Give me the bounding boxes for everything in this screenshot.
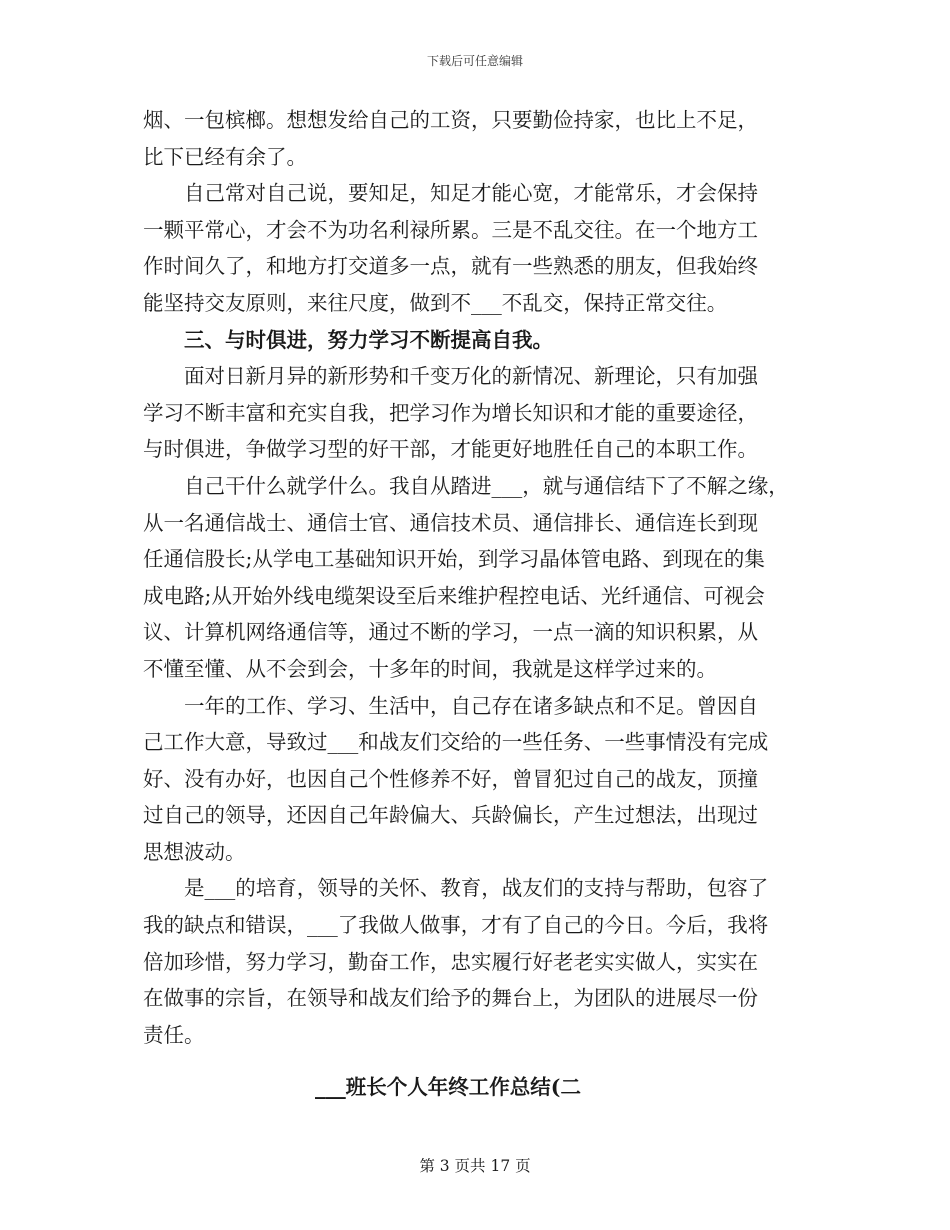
text-line: 能坚持交友原则，来往尺度，做到不___不乱交，保持正常交往。 bbox=[143, 290, 728, 315]
text-line: 责任。 bbox=[143, 1022, 205, 1047]
paragraph bbox=[143, 870, 843, 1053]
text-line: 倍加珍惜，努力学习，勤奋工作，忠实履行好老老实实做人，实实在 bbox=[143, 949, 758, 974]
text-line: 不懂至懂、从不会到会，十多年的时间，我就是这样学过来的。 bbox=[143, 656, 717, 681]
section-heading bbox=[143, 322, 843, 359]
document-body bbox=[143, 102, 843, 1106]
paragraph bbox=[143, 358, 843, 468]
heading-line: 三、与时俱进，努力学习不断提高自我。 bbox=[184, 327, 553, 352]
page-header: 下载后可任意编辑 bbox=[426, 54, 523, 68]
text-line: 与时俱进，争做学习型的好干部，才能更好地胜任自己的本职工作。 bbox=[143, 437, 758, 462]
paragraph bbox=[143, 688, 843, 871]
paragraph bbox=[143, 175, 843, 321]
text-line: 己工作大意，导致过___和战友们交给的一些任务、一些事情没有完成 bbox=[143, 730, 769, 755]
text-line: 自己常对自己说，要知足，知足才能心宽，才能常乐，才会保持 bbox=[184, 181, 758, 206]
text-line: 一颗平常心，才会不为功名利禄所累。三是不乱交往。在一个地方工 bbox=[143, 217, 758, 242]
text-line: 学习不断丰富和充实自我，把学习作为增长知识和才能的重要途径， bbox=[143, 400, 758, 425]
section-title: ___班长个人年终工作总结(二 bbox=[315, 1075, 581, 1100]
paragraph bbox=[143, 102, 843, 175]
text-line: 在做事的宗旨，在领导和战友们给予的舞台上，为团队的进展尽一份 bbox=[143, 986, 758, 1011]
paragraph bbox=[143, 468, 843, 688]
text-line: 比下已经有余了。 bbox=[143, 144, 307, 169]
text-line: 议、计算机网络通信等，通过不断的学习，一点一滴的知识积累，从 bbox=[143, 620, 758, 645]
text-line: 我的缺点和错误，___了我做人做事，才有了自己的今日。今后，我将 bbox=[143, 913, 769, 938]
text-line: 面对日新月异的新形势和千变万化的新情况、新理论，只有加强 bbox=[184, 364, 758, 389]
text-line: 是___的培育，领导的关怀、教育，战友们的支持与帮助，包容了 bbox=[184, 876, 769, 901]
text-line: 思想波动。 bbox=[143, 839, 246, 864]
text-line: 烟、一包槟榔。想想发给自己的工资，只要勤俭持家，也比上不足， bbox=[143, 108, 758, 132]
text-line: 好、没有办好，也因自己个性修养不好，曾冒犯过自己的战友，顶撞 bbox=[143, 766, 758, 791]
text-line: 从一名通信战士、通信士官、通信技术员、通信排长、通信连长到现 bbox=[143, 510, 758, 535]
text-line: 作时间久了，和地方打交道多一点，就有一些熟悉的朋友，但我始终 bbox=[143, 254, 758, 279]
text-line: 一年的工作、学习、生活中，自己存在诸多缺点和不足。曾因自 bbox=[184, 693, 758, 718]
text-line: 过自己的领导，还因自己年龄偏大、兵龄偏长，产生过想法，出现过 bbox=[143, 803, 758, 828]
page-number: 第 3 页共 17 页 bbox=[419, 1157, 531, 1175]
text-line: 自己干什么就学什么。我自从踏进___，就与通信结下了不解之缘， bbox=[184, 473, 789, 498]
text-line: 成电路;从开始外线电缆架设至后来维护程控电话、光纤通信、可视会 bbox=[143, 583, 765, 608]
text-line: 任通信股长;从学电工基础知识开始，到学习晶体管电路、到现在的集 bbox=[143, 547, 765, 572]
